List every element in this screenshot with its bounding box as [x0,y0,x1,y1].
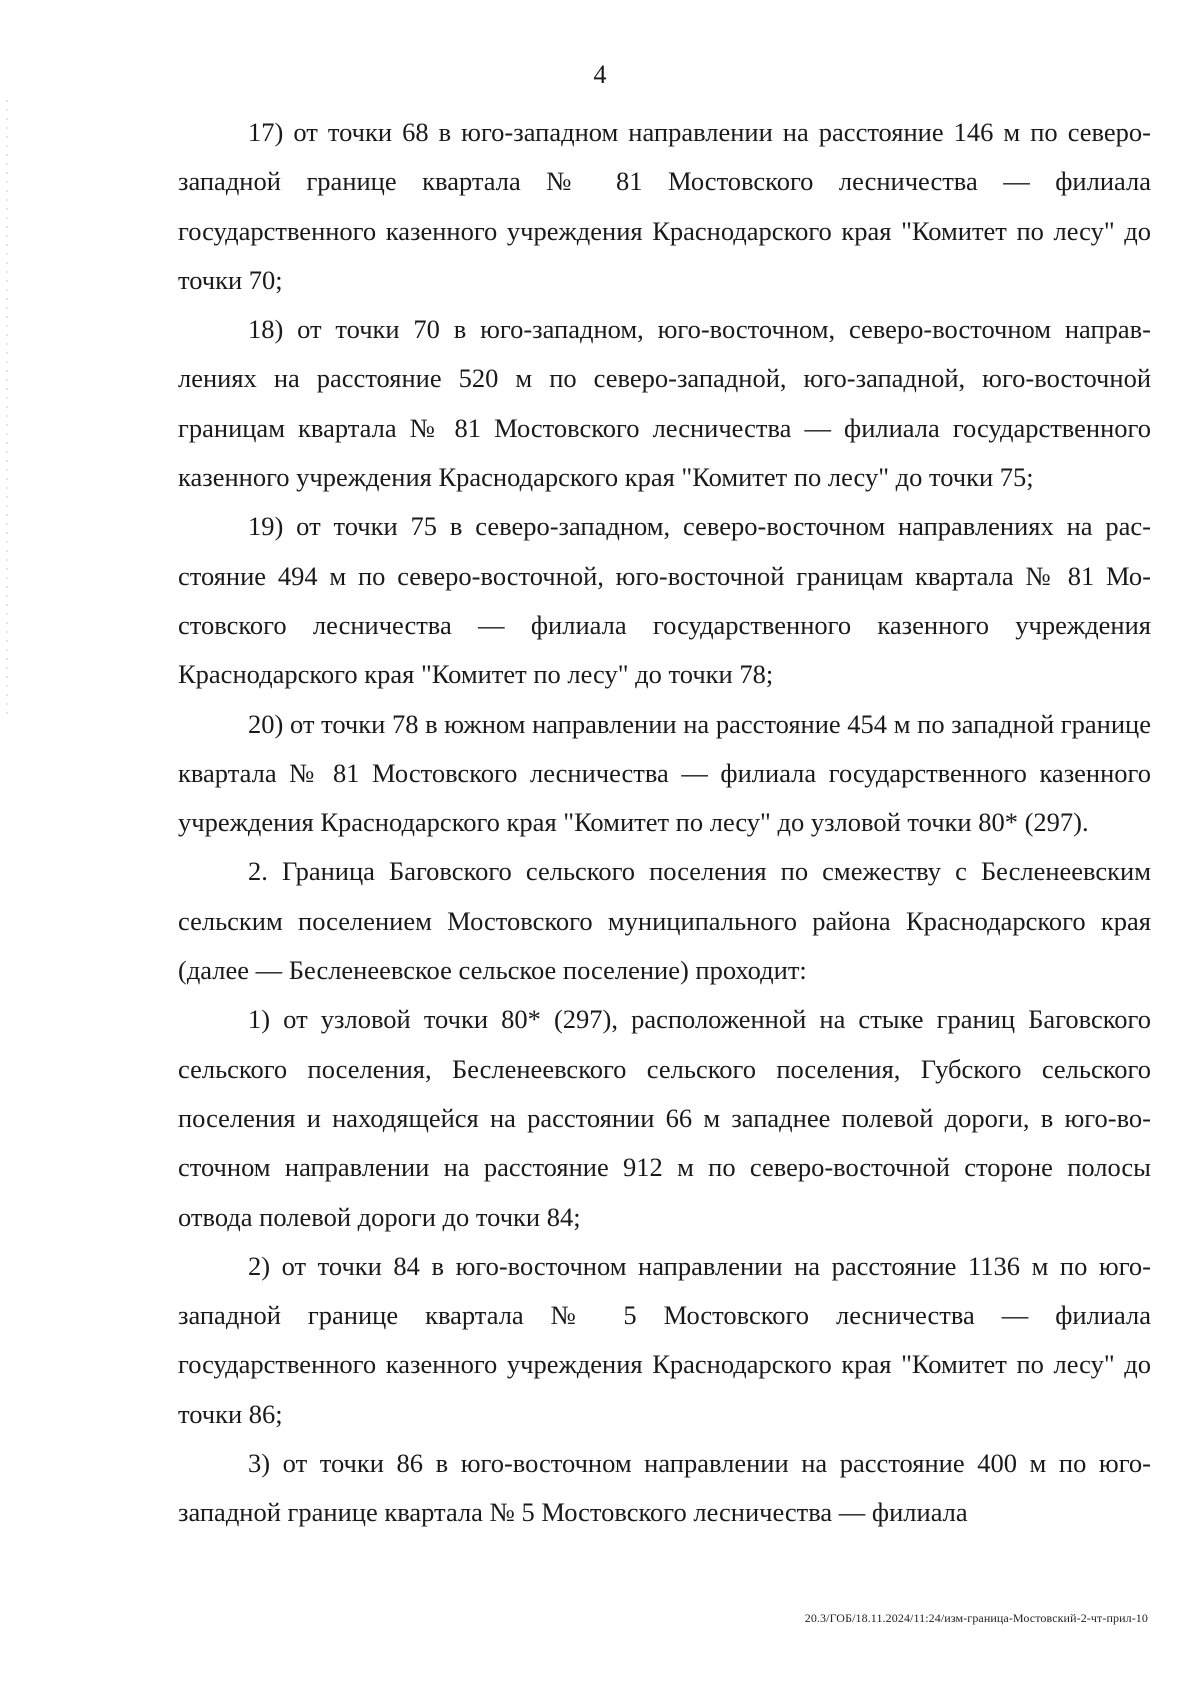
document-body [178,108,1151,1538]
page-number: 4 [593,60,607,89]
paragraph-20: 20) от точки 78 в южном направлении на расстояние 454 м по западной границе квартала № 81 Мостовского лесничества — филиала государственного казенного учреждения Краснодарского края "Комитет по лесу" до узловой точки 80* (297). [178,708,1151,838]
paragraph-19: 19) от точки 75 в северо-западном, северо-восточном направлениях на расстояние 494 м по северо-восточной, юго-восточной границам квартала № 81 Мостовского лесничества — филиала государственного казенного учреждения Краснодарского края "Комитет по лесу" до точки 78; [178,511,1151,690]
section-2-heading-paragraph: 2. Граница Баговского сельского поселения по смежеству с Бесленеевским сельским поселением Мостовского муниципального района Краснодарского края (далее — Бесленеевское сельское поселение) проходит: [178,856,1151,986]
paragraph-17: 17) от точки 68 в юго-западном направлении на расстояние 146 м по северо-западной границе квартала № 81 Мостовского лесничества — филиала государственного казенного учреждения Краснодарского края "Комитет по лесу" до точки 70; [178,117,1151,295]
paragraph-18: 18) от точки 70 в юго-западном, юго-восточном, северо-восточном направлениях на расстояние 520 м по северо-западной, юго-западной, юго-восточной границам квартала № 81 Мостовского лесничества — филиала государственного казенного учреждения Краснодарского края "Комитет по лесу" до точки 75; [178,314,1151,493]
scan-margin-artifact [6,100,8,720]
paragraph-3: 3) от точки 86 в юго-восточном направлении на расстояние 400 м по юго-западной границе квартала № 5 Мостовского лесничества — филиала [178,1448,1151,1528]
paragraph-1: 1) от узловой точки 80* (297), расположенной на стыке границ Баговского сельского поселения, Бесленеевского сельского поселения, Губского сельского поселения и находящейся на расстоянии 66 м западнее полевой дороги, в юго-восточном направлении на расстояние 912 м по северо-восточной стороне полосы отвода полевой дороги до точки 84; [178,1004,1151,1232]
paragraph-2: 2) от точки 84 в юго-восточном направлении на расстояние 1136 м по юго-западной границе квартала № 5 Мостовского лесничества — филиала государственного казенного учреждения Краснодарского края "Комитет по лесу" до точки 86; [178,1250,1151,1429]
document-footer-code: 20.3/ГОБ/18.11.2024/11:24/изм-граница-Мостовский-2-чт-прил-10 [804,1611,1148,1625]
